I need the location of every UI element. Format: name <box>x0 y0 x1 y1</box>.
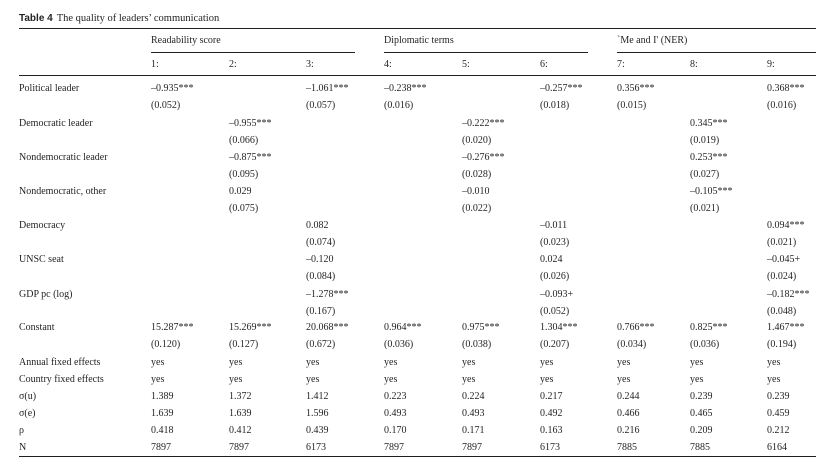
coefficient-cell: –0.011 <box>540 220 568 231</box>
std-error-cell: (0.026) <box>540 271 570 282</box>
coefficient-cell: –0.257*** <box>540 83 583 94</box>
stat-cell: yes <box>540 357 554 368</box>
bottom-rule <box>19 456 816 457</box>
stat-cell: yes <box>306 374 320 385</box>
stat-cell: 0.224 <box>462 391 485 402</box>
std-error-cell: (0.075) <box>229 203 259 214</box>
stat-label: Annual fixed effects <box>19 357 101 368</box>
stat-cell: yes <box>690 374 704 385</box>
std-error-cell: (0.052) <box>151 100 181 111</box>
coefficient-cell: 0.356*** <box>617 83 655 94</box>
stat-label: σ(e) <box>19 408 36 419</box>
group-rule-diplomatic <box>384 52 588 53</box>
coefficient-cell: 0.094*** <box>767 220 805 231</box>
stat-cell: 0.492 <box>540 408 563 419</box>
std-error-cell: (0.028) <box>462 169 492 180</box>
stat-label: ρ <box>19 425 24 436</box>
stat-cell: 0.217 <box>540 391 563 402</box>
row-label: Democratic leader <box>19 118 93 129</box>
coefficient-cell: 15.287*** <box>151 322 194 333</box>
coefficient-cell: –1.061*** <box>306 83 349 94</box>
coefficient-cell: –0.935*** <box>151 83 194 94</box>
coefficient-cell: 1.467*** <box>767 322 805 333</box>
coefficient-cell: –0.238*** <box>384 83 427 94</box>
std-error-cell: (0.016) <box>384 100 414 111</box>
stat-cell: yes <box>540 374 554 385</box>
column-header: 5: <box>462 59 470 70</box>
coefficient-cell: –0.182*** <box>767 289 810 300</box>
coefficient-cell: 0.253*** <box>690 152 728 163</box>
std-error-cell: (0.057) <box>306 100 336 111</box>
std-error-cell: (0.120) <box>151 339 181 350</box>
stat-cell: 1.639 <box>229 408 252 419</box>
std-error-cell: (0.036) <box>384 339 414 350</box>
group-rule-readability <box>151 52 355 53</box>
stat-cell: yes <box>462 357 476 368</box>
stat-cell: 0.239 <box>690 391 713 402</box>
coefficient-cell: –0.120 <box>306 254 334 265</box>
std-error-cell: (0.038) <box>462 339 492 350</box>
group-rule-me-and-i <box>617 52 816 53</box>
coefficient-cell: 0.825*** <box>690 322 728 333</box>
column-header: 7: <box>617 59 625 70</box>
stat-cell: 0.493 <box>462 408 485 419</box>
column-header: 3: <box>306 59 314 70</box>
stat-cell: 0.412 <box>229 425 252 436</box>
coefficient-cell: 0.029 <box>229 186 252 197</box>
std-error-cell: (0.021) <box>690 203 720 214</box>
column-header: 6: <box>540 59 548 70</box>
stat-cell: 0.244 <box>617 391 640 402</box>
std-error-cell: (0.194) <box>767 339 797 350</box>
row-label: Nondemocratic, other <box>19 186 107 197</box>
stat-cell: 0.493 <box>384 408 407 419</box>
stat-cell: yes <box>767 357 781 368</box>
group-header-readability: Readability score <box>151 35 221 46</box>
stat-cell: 0.223 <box>384 391 407 402</box>
stat-cell: 1.372 <box>229 391 252 402</box>
stat-cell: 7885 <box>617 442 637 453</box>
table-caption <box>19 13 219 24</box>
std-error-cell: (0.207) <box>540 339 570 350</box>
stat-cell: 0.212 <box>767 425 790 436</box>
std-error-cell: (0.027) <box>690 169 720 180</box>
stat-cell: 0.459 <box>767 408 790 419</box>
row-label: Political leader <box>19 83 80 94</box>
stat-cell: 1.412 <box>306 391 329 402</box>
coefficient-cell: –0.955*** <box>229 118 272 129</box>
std-error-cell: (0.024) <box>767 271 797 282</box>
std-error-cell: (0.021) <box>767 237 797 248</box>
stat-cell: 7897 <box>229 442 249 453</box>
stat-label: Country fixed effects <box>19 374 104 385</box>
coefficient-cell: 0.975*** <box>462 322 500 333</box>
stat-label: N <box>19 442 27 453</box>
stat-cell: yes <box>384 357 398 368</box>
column-header: 2: <box>229 59 237 70</box>
coefficient-cell: 1.304*** <box>540 322 578 333</box>
top-rule <box>19 28 816 29</box>
stat-cell: 6164 <box>767 442 787 453</box>
coefficient-cell: 15.269*** <box>229 322 272 333</box>
std-error-cell: (0.084) <box>306 271 336 282</box>
stat-cell: 7897 <box>384 442 404 453</box>
stat-cell: yes <box>229 357 243 368</box>
std-error-cell: (0.672) <box>306 339 336 350</box>
coefficient-cell: 0.345*** <box>690 118 728 129</box>
group-header-diplomatic: Diplomatic terms <box>384 35 454 46</box>
column-header: 1: <box>151 59 159 70</box>
stat-cell: yes <box>767 374 781 385</box>
std-error-cell: (0.020) <box>462 135 492 146</box>
std-error-cell: (0.023) <box>540 237 570 248</box>
stat-cell: yes <box>384 374 398 385</box>
stat-cell: yes <box>151 357 165 368</box>
coefficient-cell: –0.093+ <box>540 289 574 300</box>
stat-cell: 7897 <box>151 442 171 453</box>
row-label: Democracy <box>19 220 66 231</box>
table-caption-label: Table 4 <box>19 13 53 24</box>
stat-cell: 0.163 <box>540 425 563 436</box>
std-error-cell: (0.019) <box>690 135 720 146</box>
column-header: 4: <box>384 59 392 70</box>
std-error-cell: (0.036) <box>690 339 720 350</box>
coefficient-cell: –0.045+ <box>767 254 801 265</box>
coefficient-cell: 0.766*** <box>617 322 655 333</box>
coefficient-cell: –0.276*** <box>462 152 505 163</box>
stat-cell: yes <box>229 374 243 385</box>
stat-cell: 0.171 <box>462 425 485 436</box>
stat-cell: yes <box>617 357 631 368</box>
stat-cell: 0.439 <box>306 425 329 436</box>
stat-cell: 0.466 <box>617 408 640 419</box>
coefficient-cell: 0.082 <box>306 220 329 231</box>
std-error-cell: (0.167) <box>306 306 336 317</box>
stat-cell: 0.216 <box>617 425 640 436</box>
stat-cell: 1.639 <box>151 408 174 419</box>
row-label: GDP pc (log) <box>19 289 73 300</box>
coefficient-cell: 0.368*** <box>767 83 805 94</box>
std-error-cell: (0.074) <box>306 237 336 248</box>
coefficient-cell: 20.068*** <box>306 322 349 333</box>
std-error-cell: (0.022) <box>462 203 492 214</box>
stat-cell: 7885 <box>690 442 710 453</box>
stat-cell: yes <box>306 357 320 368</box>
std-error-cell: (0.052) <box>540 306 570 317</box>
stat-cell: yes <box>151 374 165 385</box>
coefficient-cell: 0.024 <box>540 254 563 265</box>
row-label: Nondemocratic leader <box>19 152 108 163</box>
stat-cell: 0.209 <box>690 425 713 436</box>
column-header: 8: <box>690 59 698 70</box>
stat-cell: 0.465 <box>690 408 713 419</box>
stat-cell: 0.418 <box>151 425 174 436</box>
std-error-cell: (0.034) <box>617 339 647 350</box>
stat-label: σ(u) <box>19 391 37 402</box>
std-error-cell: (0.127) <box>229 339 259 350</box>
row-label: Constant <box>19 322 55 333</box>
std-error-cell: (0.018) <box>540 100 570 111</box>
stat-cell: 6173 <box>540 442 560 453</box>
row-label: UNSC seat <box>19 254 64 265</box>
coefficient-cell: –0.105*** <box>690 186 733 197</box>
stat-cell: 0.239 <box>767 391 790 402</box>
table-caption-text: The quality of leaders’ communication <box>56 13 220 24</box>
group-header-me-and-i: `Me and I' (NER) <box>617 35 688 46</box>
header-rule <box>19 75 816 76</box>
std-error-cell: (0.016) <box>767 100 797 111</box>
std-error-cell: (0.015) <box>617 100 647 111</box>
stat-cell: 0.170 <box>384 425 407 436</box>
stat-cell: yes <box>462 374 476 385</box>
coefficient-cell: –0.875*** <box>229 152 272 163</box>
stat-cell: yes <box>690 357 704 368</box>
column-header: 9: <box>767 59 775 70</box>
std-error-cell: (0.066) <box>229 135 259 146</box>
std-error-cell: (0.048) <box>767 306 797 317</box>
stat-cell: 7897 <box>462 442 482 453</box>
stat-cell: 6173 <box>306 442 326 453</box>
coefficient-cell: 0.964*** <box>384 322 422 333</box>
std-error-cell: (0.095) <box>229 169 259 180</box>
stat-cell: yes <box>617 374 631 385</box>
coefficient-cell: –1.278*** <box>306 289 349 300</box>
coefficient-cell: –0.222*** <box>462 118 505 129</box>
stat-cell: 1.389 <box>151 391 174 402</box>
stat-cell: 1.596 <box>306 408 329 419</box>
coefficient-cell: –0.010 <box>462 186 490 197</box>
